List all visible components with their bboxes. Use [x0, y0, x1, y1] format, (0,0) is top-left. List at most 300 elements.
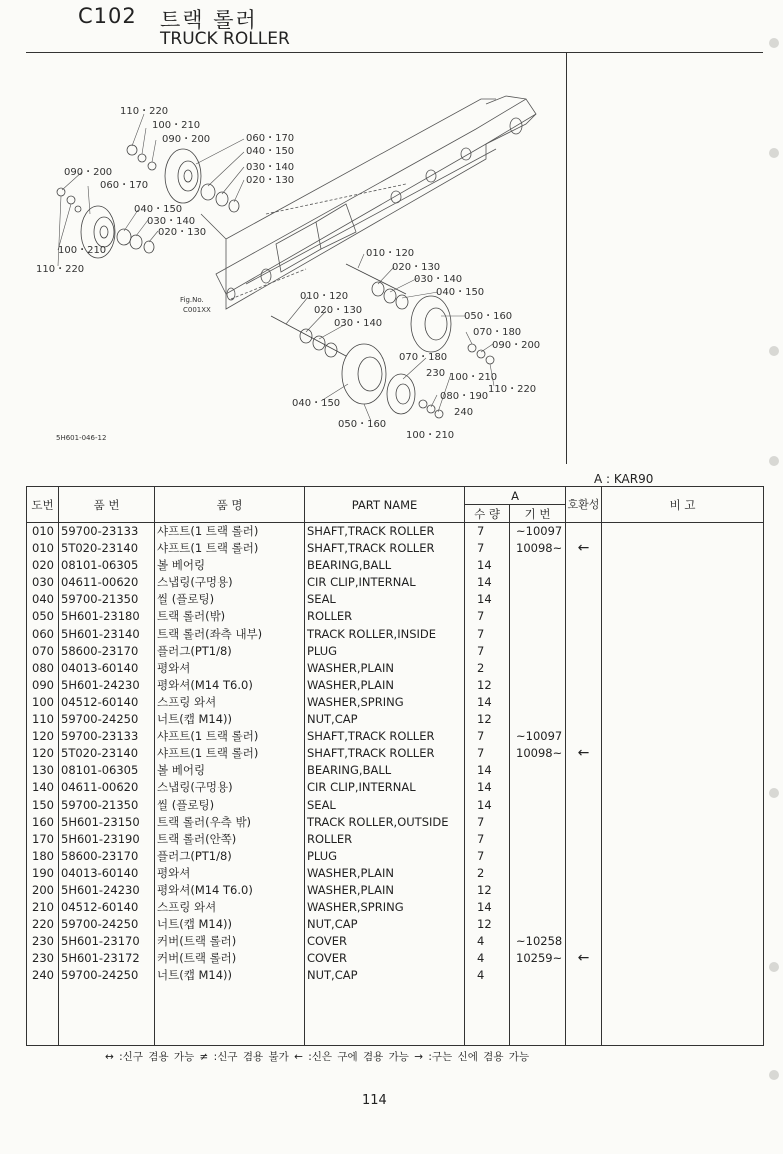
cell-en: ROLLER [305, 831, 465, 848]
cell-serial [510, 608, 566, 625]
cell-qty: 14 [465, 557, 510, 574]
cell-compat [566, 711, 602, 728]
header-remarks: 비 고 [602, 487, 764, 523]
callout-label: 090・200 [64, 167, 113, 178]
cell-no: 010 [27, 523, 59, 541]
cell-serial [510, 643, 566, 660]
callout-label: 240 [454, 407, 474, 418]
table-row [27, 797, 764, 814]
cell-remarks [602, 882, 764, 899]
cell-part: 59700-24250 [59, 916, 155, 933]
header-qty: 수 량 [465, 505, 510, 523]
cell-remarks [602, 677, 764, 694]
cell-part: 5H601-23190 [59, 831, 155, 848]
cell-qty: 14 [465, 574, 510, 591]
cell-kr: 씰 (플로팅) [155, 591, 305, 608]
table-row [27, 899, 764, 916]
callout-label: 010・120 [366, 248, 415, 259]
cell-compat: ← [566, 540, 602, 557]
cell-no: 230 [27, 950, 59, 967]
table-row [27, 831, 764, 848]
cell-serial [510, 882, 566, 899]
cell-serial: 10098~ [510, 745, 566, 762]
table-row [27, 967, 764, 984]
cell-en: WASHER,SPRING [305, 899, 465, 916]
figure-label: Fig.No. [180, 296, 204, 304]
cell-serial [510, 660, 566, 677]
cell-kr: 스프링 와셔 [155, 694, 305, 711]
table-row [27, 557, 764, 574]
cell-part: 5H601-23170 [59, 933, 155, 950]
cell-part: 59700-24250 [59, 711, 155, 728]
cell-en: WASHER,PLAIN [305, 677, 465, 694]
cell-empty [155, 985, 305, 1046]
cell-kr: 너트(캡 M14)) [155, 916, 305, 933]
side-divider [566, 52, 567, 464]
cell-remarks [602, 848, 764, 865]
cell-en: TRACK ROLLER,INSIDE [305, 626, 465, 643]
cell-no: 040 [27, 591, 59, 608]
cell-compat [566, 626, 602, 643]
cell-qty: 12 [465, 711, 510, 728]
cell-serial: ~10097 [510, 728, 566, 745]
cell-remarks [602, 899, 764, 916]
callout-label: 040・150 [246, 146, 295, 157]
table-row [27, 660, 764, 677]
header-no: 도번 [27, 487, 59, 523]
cell-kr: 평와셔(M14 T6.0) [155, 882, 305, 899]
cell-qty: 4 [465, 967, 510, 984]
callout-label: 070・180 [473, 327, 522, 338]
page-title-code: C102 [78, 4, 137, 28]
cell-part: 04512-60140 [59, 694, 155, 711]
cell-no: 050 [27, 608, 59, 625]
cell-qty: 7 [465, 745, 510, 762]
cell-en: TRACK ROLLER,OUTSIDE [305, 814, 465, 831]
cell-empty [27, 985, 59, 1046]
page-title-korean: 트랙 롤러 [160, 8, 258, 32]
cell-en: SEAL [305, 797, 465, 814]
cell-empty [59, 985, 155, 1046]
cell-part: 5H601-23172 [59, 950, 155, 967]
table-row [27, 933, 764, 950]
cell-qty: 7 [465, 643, 510, 660]
cell-part: 08101-06305 [59, 557, 155, 574]
cell-compat [566, 933, 602, 950]
table-row [27, 950, 764, 967]
header-name-kr: 품 명 [155, 487, 305, 523]
cell-en: WASHER,SPRING [305, 694, 465, 711]
cell-en: SHAFT,TRACK ROLLER [305, 523, 465, 541]
callout-label: 040・150 [436, 287, 485, 298]
callout-label: 100・210 [152, 120, 201, 131]
callout-label: 080・190 [440, 391, 489, 402]
cell-kr: 샤프트(1 트랙 롤러) [155, 745, 305, 762]
cell-qty: 2 [465, 865, 510, 882]
cell-part: 5T020-23140 [59, 540, 155, 557]
cell-remarks [602, 865, 764, 882]
cell-qty: 12 [465, 916, 510, 933]
cell-part: 59700-23133 [59, 523, 155, 541]
cell-en: PLUG [305, 643, 465, 660]
header-part-name: PART NAME [305, 487, 465, 523]
cell-remarks [602, 557, 764, 574]
cell-compat [566, 865, 602, 882]
callout-label: 030・140 [246, 162, 295, 173]
callout-label: 050・160 [464, 311, 513, 322]
table-row [27, 608, 764, 625]
table-row [27, 677, 764, 694]
cell-compat [566, 814, 602, 831]
cell-compat [566, 660, 602, 677]
callout-label: 030・140 [147, 216, 196, 227]
cell-kr: 스프링 와셔 [155, 899, 305, 916]
cell-kr: 커버(트랙 롤러) [155, 933, 305, 950]
cell-en: SHAFT,TRACK ROLLER [305, 728, 465, 745]
cell-no: 170 [27, 831, 59, 848]
cell-kr: 플러그(PT1/8) [155, 643, 305, 660]
callout-label: 040・150 [292, 398, 341, 409]
cell-no: 070 [27, 643, 59, 660]
table-row [27, 728, 764, 745]
cell-serial [510, 899, 566, 916]
table-row [27, 643, 764, 660]
cell-remarks [602, 626, 764, 643]
cell-remarks [602, 574, 764, 591]
cell-no: 020 [27, 557, 59, 574]
cell-part: 58600-23170 [59, 643, 155, 660]
callout-label: 050・160 [338, 419, 387, 430]
binder-hole [769, 962, 779, 972]
callout-label: 020・130 [314, 305, 363, 316]
callout-label: 060・170 [246, 133, 295, 144]
cell-qty: 7 [465, 814, 510, 831]
cell-serial: 10259~ [510, 950, 566, 967]
cell-serial [510, 557, 566, 574]
cell-kr: 트랙 롤러(밖) [155, 608, 305, 625]
cell-qty: 7 [465, 848, 510, 865]
cell-qty: 14 [465, 797, 510, 814]
cell-part: 59700-24250 [59, 967, 155, 984]
cell-empty [566, 985, 602, 1046]
cell-serial [510, 831, 566, 848]
table-row [27, 540, 764, 557]
frame-drawing [201, 96, 536, 309]
cell-serial [510, 677, 566, 694]
cell-no: 240 [27, 967, 59, 984]
cell-kr: 너트(캡 M14)) [155, 967, 305, 984]
cell-no: 230 [27, 933, 59, 950]
header-group-a: A [465, 487, 566, 505]
cell-part: 5H601-23150 [59, 814, 155, 831]
cell-qty: 12 [465, 882, 510, 899]
cell-kr: 스냅링(구멍용) [155, 574, 305, 591]
table-row [27, 882, 764, 899]
cell-compat [566, 728, 602, 745]
cell-kr: 평와셔(M14 T6.0) [155, 677, 305, 694]
table-row [27, 848, 764, 865]
cell-compat [566, 916, 602, 933]
cell-no: 220 [27, 916, 59, 933]
cell-qty: 7 [465, 608, 510, 625]
cell-empty [510, 985, 566, 1046]
callout-label: 010・120 [300, 291, 349, 302]
cell-no: 190 [27, 865, 59, 882]
callout-label: 100・210 [406, 430, 455, 441]
table-row [27, 745, 764, 762]
cell-en: SHAFT,TRACK ROLLER [305, 745, 465, 762]
cell-part: 04611-00620 [59, 574, 155, 591]
cell-en: ROLLER [305, 608, 465, 625]
callout-label: 020・130 [158, 227, 207, 238]
cell-qty: 14 [465, 899, 510, 916]
cell-qty: 7 [465, 626, 510, 643]
cell-remarks [602, 540, 764, 557]
exploded-parts-diagram [26, 54, 566, 464]
cell-compat [566, 797, 602, 814]
cell-kr: 트랙 롤러(우측 밖) [155, 814, 305, 831]
binder-hole [769, 346, 779, 356]
cell-empty [602, 985, 764, 1046]
cell-qty: 7 [465, 540, 510, 557]
cell-part: 59700-23133 [59, 728, 155, 745]
table-row [27, 711, 764, 728]
cell-compat [566, 779, 602, 796]
cell-no: 110 [27, 711, 59, 728]
cell-compat [566, 899, 602, 916]
cell-serial [510, 591, 566, 608]
cell-kr: 트랙 롤러(좌측 내부) [155, 626, 305, 643]
series-note: A : KAR90 [594, 472, 654, 486]
cell-en: BEARING,BALL [305, 762, 465, 779]
callout-label: 060・170 [100, 180, 149, 191]
cell-remarks [602, 660, 764, 677]
cell-en: WASHER,PLAIN [305, 660, 465, 677]
header-divider [26, 52, 763, 53]
cell-en: SHAFT,TRACK ROLLER [305, 540, 465, 557]
cell-remarks [602, 762, 764, 779]
callout-label: 100・210 [58, 245, 107, 256]
callout-label: 110・220 [36, 264, 85, 275]
cell-kr: 커버(트랙 롤러) [155, 950, 305, 967]
cell-en: NUT,CAP [305, 916, 465, 933]
cell-no: 120 [27, 745, 59, 762]
cell-qty: 7 [465, 728, 510, 745]
cell-qty: 4 [465, 950, 510, 967]
cell-compat [566, 882, 602, 899]
cell-en: SEAL [305, 591, 465, 608]
cell-remarks [602, 831, 764, 848]
cell-no: 010 [27, 540, 59, 557]
callout-label: 040・150 [134, 204, 183, 215]
cell-serial [510, 626, 566, 643]
cell-kr: 샤프트(1 트랙 롤러) [155, 523, 305, 541]
cell-remarks [602, 967, 764, 984]
binder-hole [769, 1070, 779, 1080]
cell-en: CIR CLIP,INTERNAL [305, 574, 465, 591]
callout-label: 230 [426, 368, 446, 379]
callout-label: 110・220 [120, 106, 169, 117]
cell-part: 04512-60140 [59, 899, 155, 916]
cell-remarks [602, 523, 764, 541]
cell-part: 08101-06305 [59, 762, 155, 779]
header-compat: 호환성 [566, 487, 602, 523]
cell-no: 030 [27, 574, 59, 591]
cell-kr: 볼 베어링 [155, 557, 305, 574]
figure-ref-code: 5H601-046-12 [56, 434, 107, 442]
binder-hole [769, 788, 779, 798]
cell-part: 5H601-23180 [59, 608, 155, 625]
cell-serial [510, 848, 566, 865]
cell-part: 04013-60140 [59, 865, 155, 882]
cell-no: 130 [27, 762, 59, 779]
cell-kr: 씰 (플로팅) [155, 797, 305, 814]
cell-remarks [602, 797, 764, 814]
page-title-english: TRUCK ROLLER [160, 29, 290, 49]
binder-hole [769, 148, 779, 158]
table-filler-row [27, 985, 764, 1046]
table-row [27, 591, 764, 608]
cell-compat [566, 557, 602, 574]
cell-part: 04013-60140 [59, 660, 155, 677]
cell-kr: 평와셔 [155, 660, 305, 677]
cell-en: NUT,CAP [305, 711, 465, 728]
cell-remarks [602, 779, 764, 796]
cell-no: 080 [27, 660, 59, 677]
cell-qty: 14 [465, 694, 510, 711]
parts-table [26, 486, 764, 1046]
cell-en: CIR CLIP,INTERNAL [305, 779, 465, 796]
cell-compat [566, 967, 602, 984]
cell-remarks [602, 591, 764, 608]
header-serial: 기 번 [510, 505, 566, 523]
cell-remarks [602, 950, 764, 967]
cell-serial [510, 967, 566, 984]
cell-remarks [602, 608, 764, 625]
cell-compat [566, 523, 602, 541]
cell-part: 5H601-23140 [59, 626, 155, 643]
cell-no: 180 [27, 848, 59, 865]
cell-compat [566, 677, 602, 694]
cell-compat [566, 694, 602, 711]
cell-compat [566, 831, 602, 848]
callout-label: 070・180 [399, 352, 448, 363]
cell-empty [465, 985, 510, 1046]
cell-kr: 평와셔 [155, 865, 305, 882]
cell-compat [566, 643, 602, 660]
cell-qty: 4 [465, 933, 510, 950]
table-row [27, 523, 764, 541]
cell-serial [510, 762, 566, 779]
cell-kr: 플러그(PT1/8) [155, 848, 305, 865]
callout-label: 020・130 [246, 175, 295, 186]
callout-label: 090・200 [162, 134, 211, 145]
cell-compat [566, 574, 602, 591]
cell-no: 200 [27, 882, 59, 899]
cell-serial [510, 916, 566, 933]
cell-part: 5H601-24230 [59, 677, 155, 694]
cell-serial: ~10258 [510, 933, 566, 950]
cell-en: PLUG [305, 848, 465, 865]
cell-en: WASHER,PLAIN [305, 882, 465, 899]
callout-label: 090・200 [492, 340, 541, 351]
cell-empty [305, 985, 465, 1046]
table-row [27, 779, 764, 796]
cell-compat: ← [566, 745, 602, 762]
table-row [27, 626, 764, 643]
cell-serial [510, 711, 566, 728]
binder-hole [769, 456, 779, 466]
cell-compat [566, 608, 602, 625]
cell-en: WASHER,PLAIN [305, 865, 465, 882]
figure-number: C001XX [183, 306, 211, 314]
cell-serial [510, 694, 566, 711]
cell-en: NUT,CAP [305, 967, 465, 984]
cell-serial [510, 574, 566, 591]
table-row [27, 916, 764, 933]
cell-remarks [602, 711, 764, 728]
cell-kr: 샤프트(1 트랙 롤러) [155, 728, 305, 745]
cell-part: 04611-00620 [59, 779, 155, 796]
cell-remarks [602, 643, 764, 660]
cell-no: 150 [27, 797, 59, 814]
cell-remarks [602, 728, 764, 745]
callout-label: 020・130 [392, 262, 441, 273]
cell-remarks [602, 916, 764, 933]
table-row [27, 694, 764, 711]
cell-serial [510, 797, 566, 814]
compatibility-legend: ↔ :신구 겸용 가능 ≠ :신구 겸용 불가 ← :신은 구에 겸용 가능 → :구는 신에 겸용 가능 [105, 1051, 530, 1063]
cell-remarks [602, 814, 764, 831]
cell-remarks [602, 694, 764, 711]
cell-en: BEARING,BALL [305, 557, 465, 574]
cell-serial: 10098~ [510, 540, 566, 557]
cell-remarks [602, 745, 764, 762]
cell-serial: ~10097 [510, 523, 566, 541]
cell-qty: 14 [465, 591, 510, 608]
callout-label: 030・140 [414, 274, 463, 285]
cell-compat [566, 762, 602, 779]
cell-qty: 14 [465, 779, 510, 796]
cell-part: 5H601-24230 [59, 882, 155, 899]
cell-no: 060 [27, 626, 59, 643]
binder-hole [769, 38, 779, 48]
left-roller-group-upper [127, 145, 239, 212]
cell-serial [510, 779, 566, 796]
cell-no: 160 [27, 814, 59, 831]
cell-en: COVER [305, 950, 465, 967]
cell-qty: 7 [465, 831, 510, 848]
callout-label: 030・140 [334, 318, 383, 329]
callout-label: 110・220 [488, 384, 537, 395]
cell-kr: 너트(캡 M14)) [155, 711, 305, 728]
cell-qty: 2 [465, 660, 510, 677]
cell-no: 210 [27, 899, 59, 916]
cell-no: 140 [27, 779, 59, 796]
cell-remarks [602, 933, 764, 950]
cell-kr: 샤프트(1 트랙 롤러) [155, 540, 305, 557]
callout-label: 100・210 [449, 372, 498, 383]
header-part-no: 품 번 [59, 487, 155, 523]
cell-qty: 12 [465, 677, 510, 694]
cell-compat [566, 848, 602, 865]
cell-part: 5T020-23140 [59, 745, 155, 762]
cell-kr: 스냅링(구멍용) [155, 779, 305, 796]
cell-serial [510, 814, 566, 831]
cell-qty: 7 [465, 523, 510, 541]
cell-qty: 14 [465, 762, 510, 779]
cell-compat [566, 591, 602, 608]
